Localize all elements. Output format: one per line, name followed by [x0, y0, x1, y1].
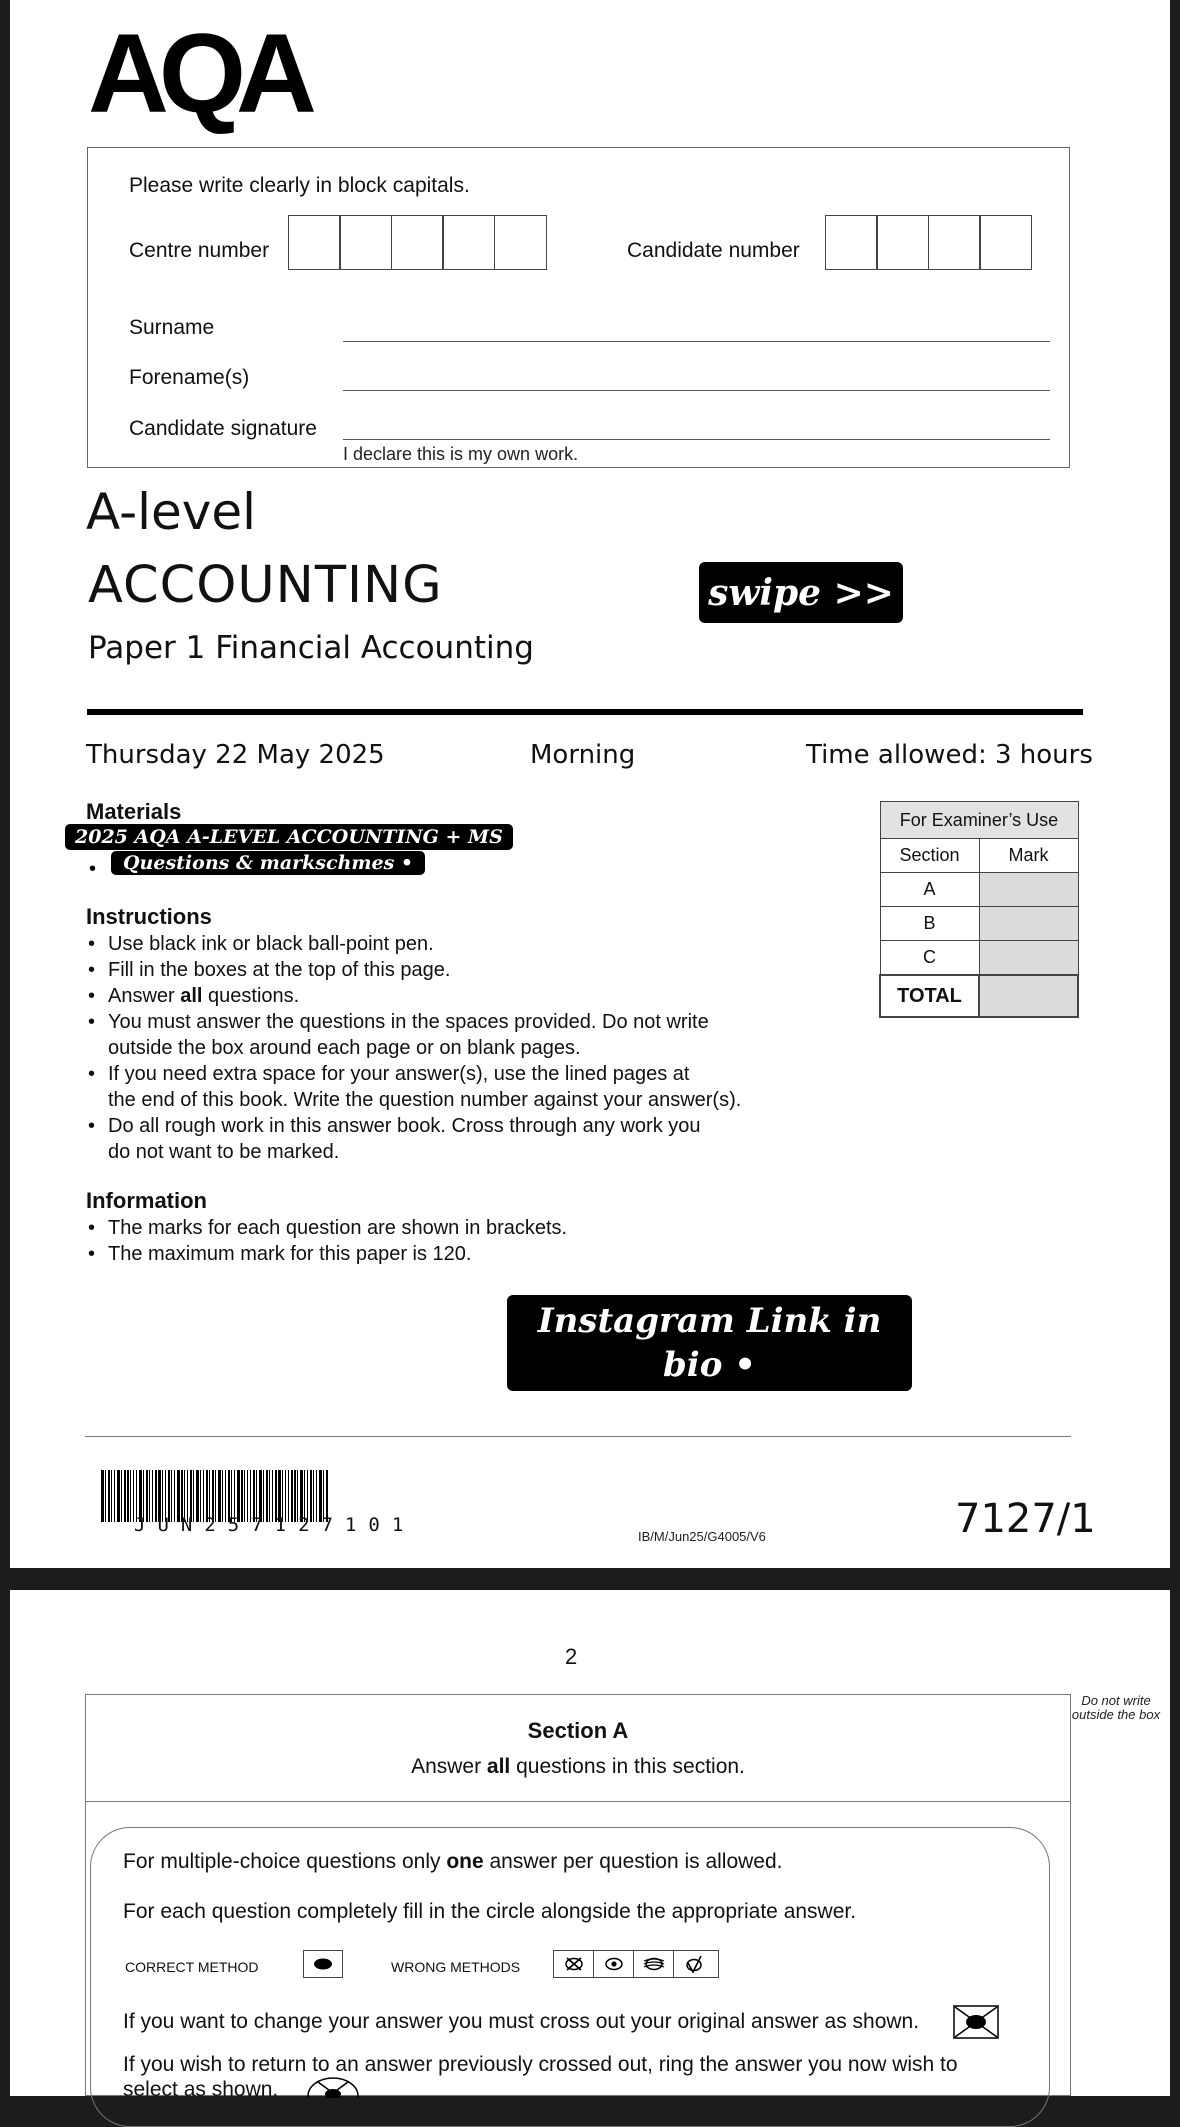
list-item: • Do all rough work in this answer book. Cross through any work you do not want to be marked. [86, 1113, 846, 1165]
section-b-label: B [880, 907, 979, 941]
paper-title: Paper 1 Financial Accounting [88, 630, 534, 666]
dotted-bubble-icon [594, 1951, 634, 1977]
mark-column-header: Mark [979, 839, 1078, 873]
forenames-field[interactable] [343, 390, 1050, 391]
overlay-subtitle-sticker: Questions & markschmes • [111, 851, 425, 875]
barcode-bar [124, 1470, 126, 1522]
barcode-bar [105, 1470, 106, 1522]
candidate-number-cell[interactable] [825, 215, 878, 270]
footer-divider [85, 1436, 1071, 1437]
candidate-number-cell[interactable] [979, 215, 1032, 270]
surname-label: Surname [129, 316, 215, 339]
surname-field[interactable] [343, 341, 1050, 342]
list-item: • The marks for each question are shown in brackets. [86, 1215, 786, 1241]
candidate-number-boxes[interactable] [826, 215, 1032, 270]
candidate-number-cell[interactable] [876, 215, 929, 270]
instruction-text: Answer [411, 1755, 487, 1778]
swipe-sticker: swipe >> [699, 562, 903, 623]
return-answer-rule: If you wish to return to an answer previously crossed out, ring the answer you now wish to select as shown. [123, 2053, 958, 2101]
wrong-methods-label: WRONG METHODS [391, 1959, 521, 1975]
section-a-page [10, 1590, 1170, 2101]
wrong-methods-examples [553, 1950, 719, 1978]
instructions-list [86, 931, 846, 1165]
section-column-header: Section [880, 839, 979, 873]
barcode-text: JUN257127101 [134, 1514, 416, 1536]
barcode-bar [127, 1470, 129, 1522]
ticked-bubble-icon [674, 1951, 714, 1977]
examiners-use-table [879, 801, 1079, 1018]
heavy-divider [87, 709, 1083, 715]
barcode-bar [130, 1470, 131, 1522]
signature-field[interactable] [343, 439, 1050, 440]
instagram-sticker [507, 1295, 912, 1429]
centre-number-cell[interactable] [339, 215, 392, 270]
qualification-level: A-level [86, 483, 257, 541]
instructions-heading: Instructions [86, 904, 212, 929]
overlay-title-sticker: 2025 AQA A-LEVEL ACCOUNTING + MS [65, 824, 513, 850]
section-a-label: A [880, 873, 979, 907]
list-item: • You must answer the questions in the spaces provided. Do not write outside the box around each page or on blank pages. [86, 1009, 846, 1061]
mark-cell [979, 873, 1078, 907]
list-item: • Fill in the boxes at the top of this page. [86, 957, 846, 983]
section-instruction [85, 1755, 1071, 1779]
mc-rule-emphasis: one [446, 1850, 484, 1873]
exam-date: Thursday 22 May 2025 [86, 740, 385, 770]
barcode-bar [117, 1470, 120, 1522]
scribbled-bubble-icon [634, 1951, 674, 1977]
candidate-number-cell[interactable] [928, 215, 981, 270]
centre-number-cell[interactable] [494, 215, 547, 270]
paper-code: 7127/1 [955, 1496, 1096, 1542]
barcode-bar [111, 1470, 112, 1522]
crossed-bubble-icon [554, 1951, 594, 1977]
total-label: TOTAL [880, 975, 979, 1017]
instagram-handle: @mockpapersforyou [515, 1389, 904, 1429]
exam-cover-page [10, 0, 1170, 1568]
correct-method-label: CORRECT METHOD [125, 1959, 259, 1975]
crossed-out-answer-icon [953, 2005, 999, 2044]
subject-title: ACCOUNTING [88, 556, 443, 615]
list-item: • The maximum mark for this paper is 120. [86, 1241, 786, 1267]
mc-rule [123, 1850, 783, 1874]
declaration-text: I declare this is my own work. [343, 444, 579, 464]
list-item: • If you need extra space for your answer(s), use the lined pages at the end of this book. Write the question number against your answer(s). [86, 1061, 846, 1113]
section-c-label: C [880, 941, 979, 976]
aqa-logo: AQA [88, 11, 307, 136]
barcode-bar [114, 1470, 115, 1522]
information-list [86, 1215, 786, 1267]
correct-method-example [303, 1950, 343, 1978]
examiner-table-title: For Examiner’s Use [880, 802, 1078, 839]
information-heading: Information [86, 1188, 207, 1213]
block-capitals-instruction: Please write clearly in block capitals. [129, 174, 470, 197]
section-divider [85, 1801, 1071, 1802]
list-item: • Answer all questions. [86, 983, 846, 1009]
signature-label: Candidate signature [129, 417, 317, 440]
mc-rule-text: For multiple-choice questions only [123, 1850, 447, 1873]
centre-number-cell[interactable] [288, 215, 341, 270]
filled-bubble-icon [304, 1951, 342, 1977]
ringed-answer-icon [306, 2074, 360, 2103]
centre-number-cell[interactable] [391, 215, 444, 270]
section-title: Section A [527, 1718, 629, 1743]
change-answer-rule: If you want to change your answer you must cross out your original answer as shown. [123, 2010, 920, 2033]
document-reference: IB/M/Jun25/G4005/V6 [638, 1529, 766, 1544]
centre-number-cell[interactable] [442, 215, 495, 270]
centre-number-boxes[interactable] [289, 215, 547, 270]
total-mark-cell [979, 975, 1078, 1017]
mc-rule-text: answer per question is allowed. [483, 1850, 783, 1873]
materials-bullet: • [89, 858, 97, 880]
time-allowed: Time allowed: 3 hours [806, 740, 1093, 770]
instruction-emphasis: all [486, 1755, 511, 1778]
instruction-text: questions in this section. [510, 1755, 745, 1778]
fill-rule: For each question completely fill in the circle alongside the appropriate answer. [123, 1900, 857, 1923]
margin-note: Do not write outside the box [1071, 1693, 1161, 1722]
centre-number-label: Centre number [129, 239, 270, 262]
page-number: 2 [565, 1644, 578, 1669]
barcode-bar [101, 1470, 104, 1522]
forenames-label: Forename(s) [129, 366, 250, 389]
mark-cell [979, 941, 1078, 976]
materials-heading: Materials [86, 799, 182, 824]
barcode-bar [121, 1470, 122, 1522]
list-item: • Use black ink or black ball-point pen. [86, 931, 846, 957]
instagram-line: Instagram Link in bio • [537, 1301, 882, 1385]
exam-session: Morning [530, 740, 636, 770]
barcode-bar [108, 1470, 110, 1522]
candidate-number-label: Candidate number [627, 239, 800, 262]
mark-cell [979, 907, 1078, 941]
